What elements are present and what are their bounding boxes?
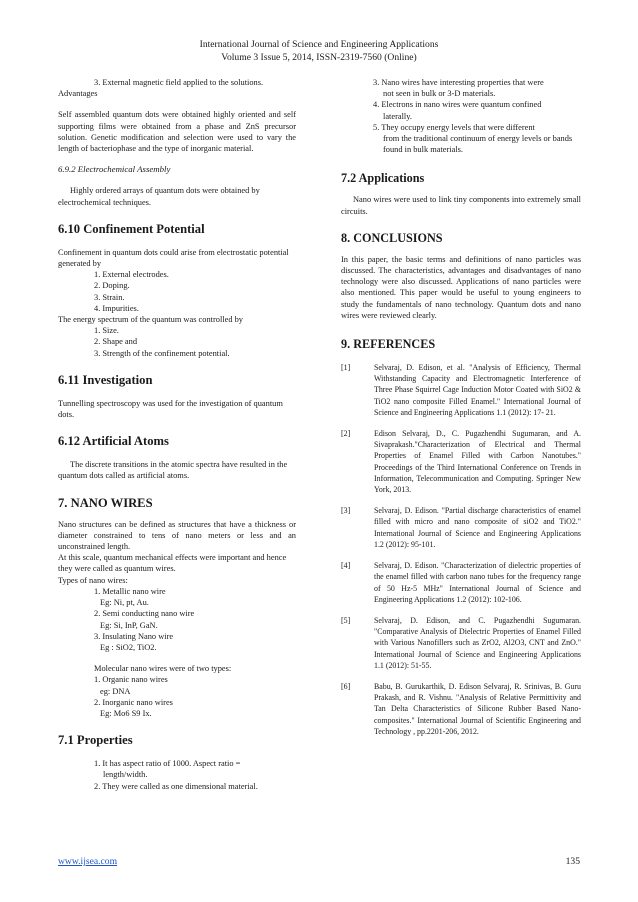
list-item: 2. They were called as one dimensional material. — [94, 781, 258, 791]
list-item: 4. Impurities. — [94, 303, 139, 313]
journal-title: International Journal of Science and Engineering Applications — [199, 39, 439, 50]
reference-number: [1] — [341, 363, 351, 373]
list-item: 4. Electrons in nano wires were quantum confined — [373, 100, 542, 110]
list-item: 1. Size. — [94, 326, 119, 336]
reference-text: Selvaraj, D. Edison. "Partial discharge characteristics of enamel filled with micro and nano composite of siO2 and TiO2." International Journal of Science and Engineering Applications 1.2 (2012): 95-101. — [374, 506, 581, 549]
investigation-paragraph: Tunnelling spectroscopy was used for the investigation of quantum dots. — [58, 398, 283, 420]
list-item-example: Eg : SiO2, TiO2. — [100, 642, 157, 652]
journal-header — [0, 38, 638, 64]
references-list — [341, 362, 581, 737]
reference-text: Selvaraj, D. Edison, and C. Pugazhendhi Sugumaran. "Comparative Analysis of Dielectric Properties of Enamel Filled with Various Nanofillers such as ZrO2, Al2O3, CNT and ZnO." International Journal of Science and Engineering Applications 1.1 (2012): 51-55. — [374, 615, 581, 670]
section-heading-7-1: 7.1 Properties — [58, 733, 133, 748]
artificial-atoms-paragraph: The discrete transitions in the atomic spectra have resulted in the quantum dots called as artificial atoms. — [58, 460, 288, 481]
electrochemical-paragraph: Highly ordered arrays of quantum dots were obtained by electrochemical techniques. — [58, 186, 260, 207]
nano-wires-definition: Nano structures can be defined as structures that have a thickness or diameter constrained to tens of nano meters or less and an unconstrained length. — [58, 519, 296, 552]
section-heading-6-9-2: 6.9.2 Electrochemical Assembly — [58, 164, 171, 175]
reference-item — [341, 505, 581, 550]
section-heading-7-2: 7.2 Applications — [341, 171, 425, 186]
properties-list-left — [58, 758, 296, 792]
list-item: 2. Doping. — [94, 281, 130, 291]
reference-item — [341, 428, 581, 495]
list-item: 3. Strain. — [94, 292, 125, 302]
confinement-list — [58, 269, 296, 314]
reference-number: [2] — [341, 429, 351, 439]
reference-number: [5] — [341, 615, 351, 625]
reference-text: Edison Selvaraj, D., C. Pugazhendhi Sugumaran, and A. Sivaprakash."Characterization of Electrical and Thermal Properties of Enamel Filled with Carbon Nanotubes." Proceedings of the Third International Conference on Trends in Information, Telecommunication and Computing. Springer New York, 2013. — [374, 429, 581, 495]
self-assembled-paragraph: Self assembled quantum dots were obtained highly oriented and self supporting films were obtained from a phase and ZnS precursor solution. Genetic modification and selection were used to vary the length of bacteriophase and the type of inorganic material. — [58, 110, 296, 154]
list-item: 1. Metallic nano wire — [94, 586, 166, 596]
section-heading-6-12: 6.12 Artificial Atoms — [58, 434, 169, 449]
right-column — [341, 77, 581, 737]
reference-number: [4] — [341, 561, 351, 571]
list-item-continuation: from the traditional continuum of energy levels or bands found in bulk materials. — [383, 134, 573, 155]
section-heading-9: 9. REFERENCES — [341, 337, 436, 352]
external-field-item: 3. External magnetic field applied to the solutions. — [94, 78, 264, 87]
reference-item — [341, 362, 581, 418]
list-item: 3. Strength of the confinement potential. — [94, 348, 230, 358]
list-item: 5. They occupy energy levels that were different — [373, 122, 535, 132]
list-item-example: Eg: Mo6 S9 Ix. — [100, 708, 152, 718]
list-item: 1. External electrodes. — [94, 270, 169, 280]
left-column — [58, 77, 296, 792]
molecular-list — [58, 674, 296, 719]
section-heading-6-11: 6.11 Investigation — [58, 372, 153, 387]
list-item-continuation: not seen in bulk or 3-D materials. — [383, 89, 496, 99]
list-item-example: eg: DNA — [100, 686, 131, 696]
conclusions-paragraph: In this paper, the basic terms and definitions of nano particles was discussed. The characteristics, advantages and disadvantages of nano technology were also discussed. Applications of nano particles were also mentioned. This paper would be useful to young engineers to study the fundamentals of nano technology. Quantum dots and nano wires were reviewed clearly. — [341, 254, 581, 320]
list-item: 2. Inorganic nano wires — [94, 697, 173, 707]
list-item-example: Eg: Si, InP, GaN. — [100, 620, 158, 630]
molecular-label: Molecular nano wires were of two types: — [94, 664, 232, 674]
page-number: 135 — [565, 856, 580, 867]
section-heading-8: 8. CONCLUSIONS — [341, 230, 443, 245]
list-item-example: Eg: Ni, pt, Au. — [100, 598, 149, 608]
reference-text: Selvaraj, D. Edison. "Characterization of dielectric properties of the enamel filled with carbon nano tubes for the frequency range of 50 Hz-5 MHz" International Journal of Science and Engineering Applications 1.2 (2012): 102-106. — [374, 561, 581, 604]
reference-item — [341, 615, 581, 671]
journal-website-link[interactable]: www.ijsea.com — [58, 856, 118, 867]
reference-text: Babu, B. Gurukarthik, D. Edison Selvaraj, R. Srinivas, B. Guru Prakash, and R. Vishnu. "Analysis of Relative Permittivity and Tan Delta Characteristics of Silicone Rubber Based Nano-composites." International Journal of Scientific Engineering and Technology , pp.2201-206, 2012. — [374, 681, 581, 736]
wire-types-list — [58, 586, 296, 653]
section-heading-6-10: 6.10 Confinement Potential — [58, 221, 205, 236]
section-heading-7: 7. NANO WIRES — [58, 495, 153, 510]
applications-paragraph: Nano wires were used to link tiny components into extremely small circuits. — [341, 195, 581, 216]
list-item: 1. Organic nano wires — [94, 675, 168, 685]
list-item: 3. Nano wires have interesting properties that were — [373, 78, 544, 87]
list-item-continuation: length/width. — [103, 770, 148, 780]
reference-number: [6] — [341, 681, 351, 691]
journal-volume: Volume 3 Issue 5, 2014, ISSN-2319-7560 (Online) — [221, 52, 417, 63]
nano-wires-types-label: Types of nano wires: — [58, 575, 128, 585]
energy-spectrum-paragraph: The energy spectrum of the quantum was controlled by — [58, 315, 243, 325]
nano-wires-quantum: At this scale, quantum mechanical effects were important and hence they were called as quantum wires. — [58, 553, 287, 574]
reference-item — [341, 560, 581, 605]
list-item-continuation: laterally. — [383, 111, 412, 121]
confinement-paragraph: Confinement in quantum dots could arise from electrostatic potential generated by — [58, 247, 289, 269]
spectrum-list — [58, 325, 296, 359]
list-item: 3. Insulating Nano wire — [94, 631, 174, 641]
reference-item — [341, 681, 581, 737]
advantages-label: Advantages — [58, 89, 98, 99]
properties-list-right — [341, 77, 581, 155]
list-item: 2. Shape and — [94, 337, 138, 347]
reference-number: [3] — [341, 506, 351, 516]
list-item: 1. It has aspect ratio of 1000. Aspect ratio = — [94, 759, 241, 769]
list-item: 2. Semi conducting nano wire — [94, 609, 195, 619]
reference-text: Selvaraj, D. Edison, et al. "Analysis of Efficiency, Thermal Withstanding Capacity and Electromagnetic Interference of Three Phase Squirrel Cage Induction Motor Coated with SiO2 & TiO2 nano composite Filled Enamel." International Journal of Science and Engineering Applications 1.1 (2012): 17- 21. — [374, 363, 581, 417]
